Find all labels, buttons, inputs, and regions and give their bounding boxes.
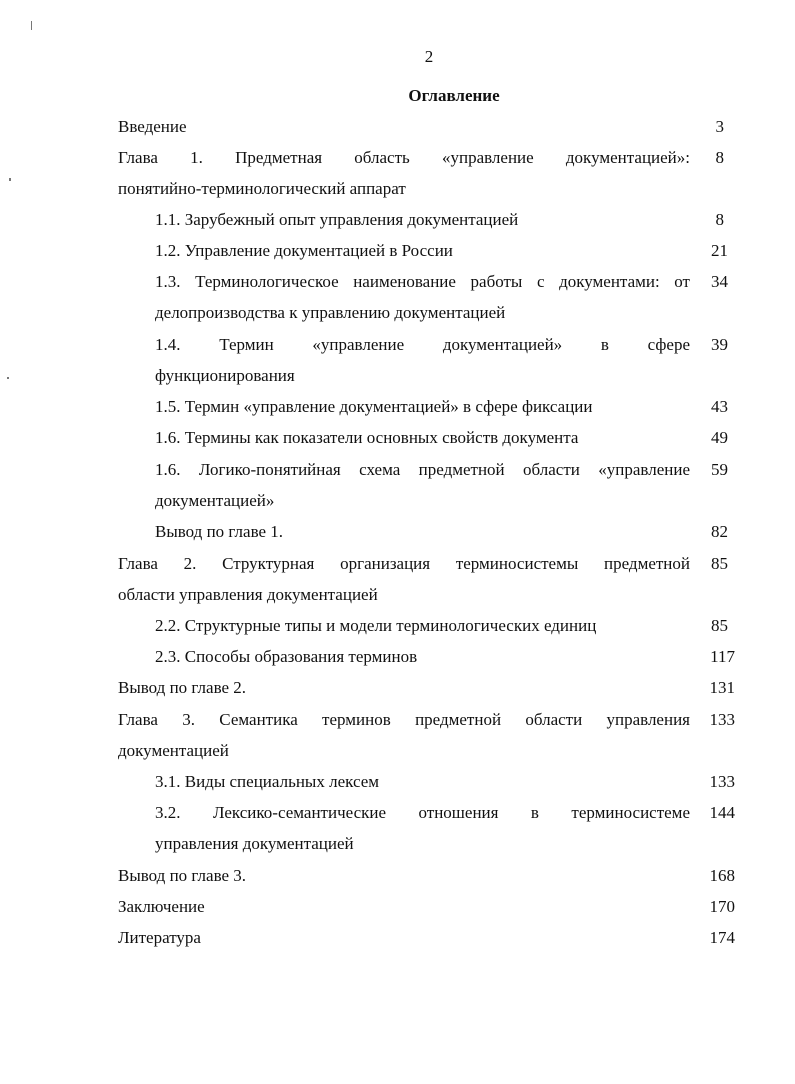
toc-entry-page-number: 117 <box>710 647 735 666</box>
toc-entry-text-line: функционирования <box>155 366 295 385</box>
toc-entry-text-line: области управления документацией <box>118 585 378 604</box>
toc-entry-text-line: Глава 3. Семантика терминов предметной области управления <box>118 710 690 729</box>
toc-entry <box>0 704 795 766</box>
toc-entry-text-line: Заключение <box>118 897 205 916</box>
toc-entry-page-number: 133 <box>709 772 735 791</box>
toc-entry-page-number: 170 <box>709 897 735 916</box>
toc-entry-page-number: 131 <box>709 678 735 697</box>
toc-entry-page-number: 39 <box>711 335 728 354</box>
toc-entry-page-number: 174 <box>709 928 735 947</box>
toc-entry-page-number: 133 <box>709 710 735 729</box>
toc-entry-page-number: 3 <box>715 117 724 136</box>
toc-entry-page-number: 85 <box>711 616 728 635</box>
toc-entry <box>0 235 795 266</box>
toc-entry-text-line: Глава 1. Предметная область «управление документацией»: <box>118 148 690 167</box>
toc-entry-text-line: 2.2. Структурные типы и модели терминологических единиц <box>155 616 597 635</box>
toc-entry-text-line: 1.3. Терминологическое наименование работы с документами: от <box>155 272 690 291</box>
toc-entry-page-number: 8 <box>715 148 724 167</box>
toc-entry-text-line: 3.2. Лексико-семантические отношения в терминосистеме <box>155 803 690 822</box>
toc-entry-text-line: 1.6. Логико-понятийная схема предметной области «управление <box>155 460 690 479</box>
toc-entry-text-line: 2.3. Способы образования терминов <box>155 647 418 666</box>
toc-entry-text-line: Вывод по главе 2. <box>118 678 247 697</box>
toc-entry-page-number: 8 <box>715 210 724 229</box>
toc-entry-text-line: 3.1. Виды специальных лексем <box>155 772 380 791</box>
toc-entry <box>0 454 795 516</box>
toc-entry <box>0 391 795 422</box>
toc-entry <box>0 548 795 610</box>
scan-mark <box>31 21 32 30</box>
toc-entry-page-number: 168 <box>709 866 735 885</box>
toc-entry-text-line: 1.5. Термин «управление документацией» в сфере фиксации <box>155 397 593 416</box>
toc-entry <box>0 329 795 391</box>
toc-entry-text-line: 1.4. Термин «управление документацией» в сфере <box>155 335 690 354</box>
toc-entry-text-line: Введение <box>118 117 187 136</box>
toc-entry <box>0 891 795 922</box>
toc-entry <box>0 860 795 891</box>
toc-entry-text-line: 1.2. Управление документацией в России <box>155 241 453 260</box>
toc-entry-text-line: 1.6. Термины как показатели основных свойств документа <box>155 428 579 447</box>
toc-entry <box>0 922 795 953</box>
toc-entry <box>0 204 795 235</box>
toc-entry <box>0 610 795 641</box>
toc-entry <box>0 672 795 703</box>
toc-entry <box>0 641 795 672</box>
toc-entry-text-line: понятийно-терминологический аппарат <box>118 179 406 198</box>
page-number: 2 <box>424 47 434 66</box>
toc-entry-text-line: Вывод по главе 3. <box>118 866 247 885</box>
toc-entry-text-line: документацией» <box>155 491 275 510</box>
toc-entry <box>0 422 795 453</box>
page-title: Оглавление <box>408 86 500 105</box>
toc-entry-text-line: делопроизводства к управлению документацией <box>155 303 506 322</box>
toc-entry-text-line: Глава 2. Структурная организация терминосистемы предметной <box>118 554 690 573</box>
toc-entry-text-line: Вывод по главе 1. <box>155 522 284 541</box>
toc-entry <box>0 266 795 328</box>
toc-entry <box>0 111 795 142</box>
toc-entry-page-number: 59 <box>711 460 728 479</box>
toc-entry-page-number: 34 <box>711 272 728 291</box>
toc-entry <box>0 142 795 204</box>
toc-entry-page-number: 49 <box>711 428 728 447</box>
toc-entry-page-number: 85 <box>711 554 728 573</box>
toc-entry-text-line: 1.1. Зарубежный опыт управления документацией <box>155 210 519 229</box>
toc-entry-text-line: управления документацией <box>155 834 354 853</box>
toc-entry-page-number: 144 <box>709 803 735 822</box>
toc-entry-text-line: Литература <box>118 928 201 947</box>
toc-entry-page-number: 82 <box>711 522 728 541</box>
toc-entry-page-number: 21 <box>711 241 728 260</box>
toc-entry <box>0 797 795 859</box>
toc-entry <box>0 766 795 797</box>
toc-entry-page-number: 43 <box>711 397 728 416</box>
toc-entry-text-line: документацией <box>118 741 229 760</box>
toc-entry <box>0 516 795 547</box>
